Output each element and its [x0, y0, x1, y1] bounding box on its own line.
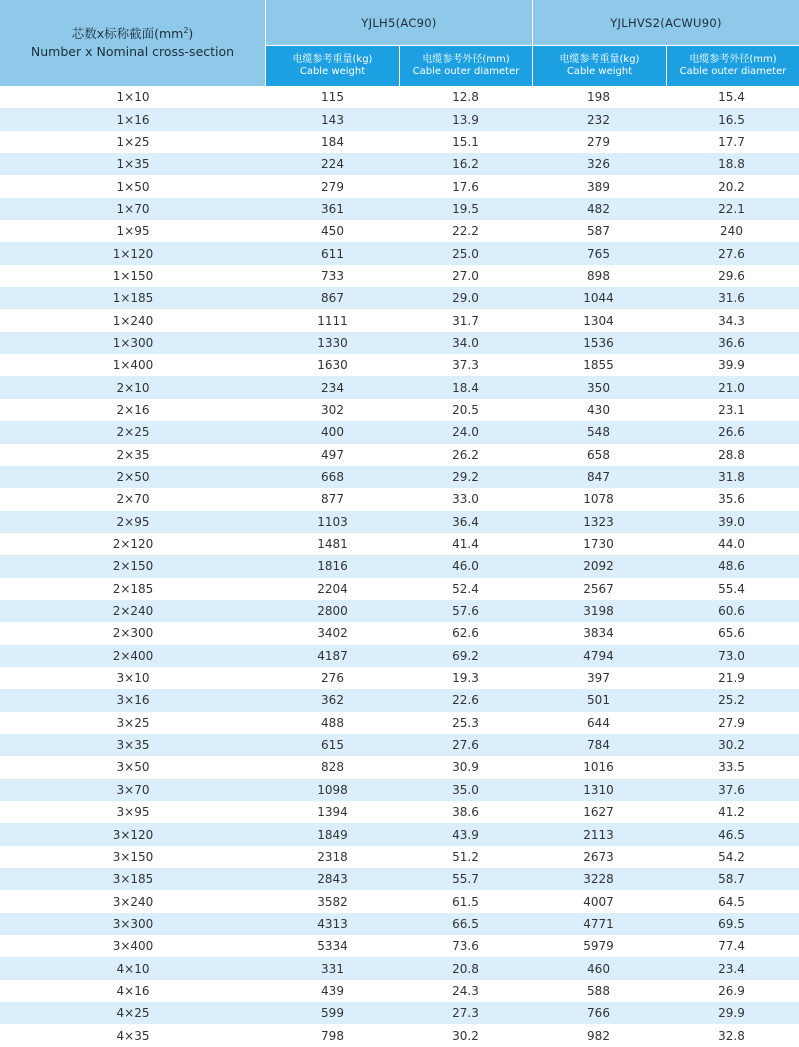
value-cell: 5979 — [583, 939, 614, 954]
value-cell: 27.9 — [718, 715, 745, 730]
value-cell: 2113 — [583, 827, 614, 842]
value-cell: 58.7 — [718, 872, 745, 887]
value-cell: 64.5 — [718, 894, 745, 909]
value-cell: 460 — [587, 961, 610, 976]
value-cell: 1394 — [317, 805, 348, 820]
value-cell: 143 — [321, 112, 344, 127]
value-cell: 501 — [587, 693, 610, 708]
value-cell: 1849 — [317, 827, 348, 842]
spec-cell: 3×10 — [116, 671, 150, 686]
subheader-outer-diameter: 电缆参考外径(mm) Cable outer diameter — [399, 46, 532, 86]
table-row — [0, 309, 799, 331]
value-cell: 41.4 — [452, 537, 479, 552]
value-cell: 31.7 — [452, 313, 479, 328]
table-body — [0, 86, 799, 1047]
value-cell: 1855 — [583, 358, 614, 373]
value-cell: 73.6 — [452, 939, 479, 954]
value-cell: 26.2 — [452, 447, 479, 462]
table-row — [0, 846, 799, 868]
spec-cell: 3×300 — [112, 916, 154, 931]
value-cell: 1816 — [317, 559, 348, 574]
value-cell: 20.2 — [718, 179, 745, 194]
value-cell: 52.4 — [452, 581, 479, 596]
value-cell: 4007 — [583, 894, 614, 909]
value-cell: 31.8 — [718, 470, 745, 485]
value-cell: 41.2 — [718, 805, 745, 820]
value-cell: 55.7 — [452, 872, 479, 887]
value-cell: 2673 — [583, 849, 614, 864]
value-cell: 4794 — [583, 648, 614, 663]
value-cell: 198 — [587, 90, 610, 105]
spec-cell: 1×25 — [116, 134, 150, 149]
table-row — [0, 265, 799, 287]
value-cell: 28.8 — [718, 447, 745, 462]
group-title: YJLHVS2(ACWU90) — [533, 0, 799, 46]
spec-cell: 4×25 — [116, 1006, 150, 1021]
table-row — [0, 511, 799, 533]
table-row — [0, 444, 799, 466]
value-cell: 48.6 — [718, 559, 745, 574]
value-cell: 27.0 — [452, 268, 479, 283]
spec-cell: 2×150 — [112, 559, 154, 574]
spec-cell: 2×185 — [112, 581, 154, 596]
value-cell: 18.4 — [452, 380, 479, 395]
value-cell: 828 — [321, 760, 344, 775]
table-row — [0, 890, 799, 912]
spec-cell: 2×240 — [112, 604, 154, 619]
spec-cell: 3×50 — [116, 760, 150, 775]
value-cell: 33.5 — [718, 760, 745, 775]
table-row — [0, 108, 799, 130]
spec-cell: 3×150 — [112, 849, 154, 864]
value-cell: 1330 — [317, 335, 348, 350]
value-cell: 26.9 — [718, 983, 745, 998]
spec-cell: 3×240 — [112, 894, 154, 909]
value-cell: 4771 — [583, 916, 614, 931]
value-cell: 2567 — [583, 581, 614, 596]
group-yjlh5 — [266, 0, 532, 86]
value-cell: 184 — [321, 134, 344, 149]
value-cell: 30.9 — [452, 760, 479, 775]
value-cell: 115 — [321, 90, 344, 105]
value-cell: 21.9 — [718, 671, 745, 686]
spec-cell: 2×50 — [116, 470, 150, 485]
spec-cell: 2×400 — [112, 648, 154, 663]
table-row — [0, 399, 799, 421]
table-row — [0, 533, 799, 555]
spec-cell: 2×25 — [116, 425, 150, 440]
value-cell: 27.6 — [718, 246, 745, 261]
value-cell: 389 — [587, 179, 610, 194]
value-cell: 18.8 — [718, 157, 745, 172]
value-cell: 2843 — [317, 872, 348, 887]
value-cell: 4187 — [317, 648, 348, 663]
value-cell: 1310 — [583, 782, 614, 797]
spec-cell: 3×70 — [116, 782, 150, 797]
table-row — [0, 287, 799, 309]
value-cell: 66.5 — [452, 916, 479, 931]
value-cell: 60.6 — [718, 604, 745, 619]
value-cell: 31.6 — [718, 291, 745, 306]
value-cell: 23.4 — [718, 961, 745, 976]
value-cell: 3582 — [317, 894, 348, 909]
table-row — [0, 1024, 799, 1046]
value-cell: 1730 — [583, 537, 614, 552]
value-cell: 4313 — [317, 916, 348, 931]
value-cell: 24.0 — [452, 425, 479, 440]
table-row — [0, 220, 799, 242]
value-cell: 644 — [587, 715, 610, 730]
value-cell: 240 — [720, 224, 743, 239]
value-cell: 61.5 — [452, 894, 479, 909]
table-row — [0, 376, 799, 398]
value-cell: 27.3 — [452, 1006, 479, 1021]
table-row — [0, 421, 799, 443]
spec-cell: 2×35 — [116, 447, 150, 462]
spec-cell: 1×150 — [112, 268, 154, 283]
value-cell: 302 — [321, 402, 344, 417]
value-cell: 279 — [321, 179, 344, 194]
subheader-outer-diameter: 电缆参考外径(mm) Cable outer diameter — [666, 46, 799, 86]
value-cell: 29.0 — [452, 291, 479, 306]
value-cell: 2092 — [583, 559, 614, 574]
spec-cell: 3×95 — [116, 805, 150, 820]
value-cell: 77.4 — [718, 939, 745, 954]
table-row — [0, 801, 799, 823]
value-cell: 668 — [321, 470, 344, 485]
spec-cell: 3×120 — [112, 827, 154, 842]
value-cell: 1627 — [583, 805, 614, 820]
value-cell: 439 — [321, 983, 344, 998]
value-cell: 30.2 — [718, 738, 745, 753]
value-cell: 13.9 — [452, 112, 479, 127]
value-cell: 331 — [321, 961, 344, 976]
spec-cell: 3×16 — [116, 693, 150, 708]
value-cell: 232 — [587, 112, 610, 127]
value-cell: 51.2 — [452, 849, 479, 864]
table-row — [0, 734, 799, 756]
value-cell: 19.5 — [452, 201, 479, 216]
value-cell: 733 — [321, 268, 344, 283]
value-cell: 1323 — [583, 514, 614, 529]
spec-cell: 4×10 — [116, 961, 150, 976]
value-cell: 3402 — [317, 626, 348, 641]
value-cell: 62.6 — [452, 626, 479, 641]
value-cell: 326 — [587, 157, 610, 172]
value-cell: 615 — [321, 738, 344, 753]
table-row — [0, 622, 799, 644]
value-cell: 766 — [587, 1006, 610, 1021]
value-cell: 37.6 — [718, 782, 745, 797]
table-row — [0, 913, 799, 935]
value-cell: 27.6 — [452, 738, 479, 753]
table-row — [0, 578, 799, 600]
value-cell: 36.6 — [718, 335, 745, 350]
value-cell: 1630 — [317, 358, 348, 373]
value-cell: 224 — [321, 157, 344, 172]
value-cell: 276 — [321, 671, 344, 686]
value-cell: 34.3 — [718, 313, 745, 328]
value-cell: 234 — [321, 380, 344, 395]
value-cell: 43.9 — [452, 827, 479, 842]
value-cell: 397 — [587, 671, 610, 686]
table-row — [0, 1002, 799, 1024]
spec-cell: 2×300 — [112, 626, 154, 641]
value-cell: 17.6 — [452, 179, 479, 194]
value-cell: 658 — [587, 447, 610, 462]
value-cell: 44.0 — [718, 537, 745, 552]
table-row — [0, 980, 799, 1002]
value-cell: 482 — [587, 201, 610, 216]
table-row — [0, 466, 799, 488]
value-cell: 587 — [587, 224, 610, 239]
value-cell: 488 — [321, 715, 344, 730]
value-cell: 26.6 — [718, 425, 745, 440]
value-cell: 35.0 — [452, 782, 479, 797]
spec-cell: 1×16 — [116, 112, 150, 127]
spec-cell: 2×95 — [116, 514, 150, 529]
value-cell: 611 — [321, 246, 344, 261]
table-row — [0, 823, 799, 845]
value-cell: 982 — [587, 1028, 610, 1043]
value-cell: 361 — [321, 201, 344, 216]
table-row — [0, 153, 799, 175]
value-cell: 73.0 — [718, 648, 745, 663]
value-cell: 2204 — [317, 581, 348, 596]
table-row — [0, 645, 799, 667]
value-cell: 1111 — [317, 313, 348, 328]
value-cell: 847 — [587, 470, 610, 485]
subheader-cable-weight: 电缆参考重量(kg) Cable weight — [533, 46, 666, 86]
spec-cell: 1×50 — [116, 179, 150, 194]
spec-cell: 2×16 — [116, 402, 150, 417]
table-row — [0, 779, 799, 801]
value-cell: 57.6 — [452, 604, 479, 619]
table-row — [0, 667, 799, 689]
value-cell: 1016 — [583, 760, 614, 775]
value-cell: 1103 — [317, 514, 348, 529]
table-row — [0, 935, 799, 957]
value-cell: 69.2 — [452, 648, 479, 663]
group-yjlhvs2 — [532, 0, 799, 86]
value-cell: 32.8 — [718, 1028, 745, 1043]
value-cell: 430 — [587, 402, 610, 417]
value-cell: 33.0 — [452, 492, 479, 507]
value-cell: 450 — [321, 224, 344, 239]
spec-cell: 3×400 — [112, 939, 154, 954]
spec-cell: 1×185 — [112, 291, 154, 306]
table-row — [0, 600, 799, 622]
value-cell: 34.0 — [452, 335, 479, 350]
spec-cell: 3×35 — [116, 738, 150, 753]
spec-cell: 1×35 — [116, 157, 150, 172]
value-cell: 898 — [587, 268, 610, 283]
value-cell: 22.2 — [452, 224, 479, 239]
spec-cell: 3×185 — [112, 872, 154, 887]
value-cell: 1098 — [317, 782, 348, 797]
spec-cell: 1×10 — [116, 90, 150, 105]
value-cell: 548 — [587, 425, 610, 440]
spec-cell: 1×95 — [116, 224, 150, 239]
value-cell: 362 — [321, 693, 344, 708]
value-cell: 69.5 — [718, 916, 745, 931]
value-cell: 3228 — [583, 872, 614, 887]
table-row — [0, 354, 799, 376]
value-cell: 279 — [587, 134, 610, 149]
value-cell: 497 — [321, 447, 344, 462]
spec-cell: 1×70 — [116, 201, 150, 216]
value-cell: 350 — [587, 380, 610, 395]
table-row — [0, 712, 799, 734]
value-cell: 29.9 — [718, 1006, 745, 1021]
value-cell: 798 — [321, 1028, 344, 1043]
value-cell: 35.6 — [718, 492, 745, 507]
value-cell: 16.2 — [452, 157, 479, 172]
value-cell: 22.1 — [718, 201, 745, 216]
spec-cell: 4×16 — [116, 983, 150, 998]
value-cell: 29.6 — [718, 268, 745, 283]
group-title: YJLH5(AC90) — [266, 0, 532, 46]
value-cell: 55.4 — [718, 581, 745, 596]
spec-cell: 1×120 — [112, 246, 154, 261]
value-cell: 3834 — [583, 626, 614, 641]
value-cell: 2318 — [317, 849, 348, 864]
table-row — [0, 756, 799, 778]
value-cell: 16.5 — [718, 112, 745, 127]
spec-cell: 2×120 — [112, 537, 154, 552]
value-cell: 39.9 — [718, 358, 745, 373]
value-cell: 21.0 — [718, 380, 745, 395]
spec-title-en: Number x Nominal cross-section — [30, 44, 235, 59]
spec-cell: 3×25 — [116, 715, 150, 730]
spec-cell: 1×400 — [112, 358, 154, 373]
table-row — [0, 175, 799, 197]
table-row — [0, 868, 799, 890]
spec-cell: 2×10 — [116, 380, 150, 395]
spec-title-cn: 芯数x标称截面$(mm^2)$ — [71, 25, 194, 41]
table-row — [0, 131, 799, 153]
value-cell: 25.0 — [452, 246, 479, 261]
value-cell: 36.4 — [452, 514, 479, 529]
value-cell: 588 — [587, 983, 610, 998]
value-cell: 39.0 — [718, 514, 745, 529]
value-cell: 599 — [321, 1006, 344, 1021]
value-cell: 46.5 — [718, 827, 745, 842]
value-cell: 23.1 — [718, 402, 745, 417]
spec-cell: 4×35 — [116, 1028, 150, 1043]
value-cell: 24.3 — [452, 983, 479, 998]
value-cell: 1078 — [583, 492, 614, 507]
value-cell: 38.6 — [452, 805, 479, 820]
value-cell: 25.2 — [718, 693, 745, 708]
table-row — [0, 555, 799, 577]
value-cell: 2800 — [317, 604, 348, 619]
table-row — [0, 242, 799, 264]
value-cell: 37.3 — [452, 358, 479, 373]
value-cell: 20.8 — [452, 961, 479, 976]
table-row — [0, 198, 799, 220]
subheader-cable-weight: 电缆参考重量(kg) Cable weight — [266, 46, 399, 86]
table-row — [0, 86, 799, 108]
value-cell: 784 — [587, 738, 610, 753]
value-cell: 15.4 — [718, 90, 745, 105]
value-cell: 867 — [321, 291, 344, 306]
table-row — [0, 957, 799, 979]
value-cell: 46.0 — [452, 559, 479, 574]
value-cell: 15.1 — [452, 134, 479, 149]
value-cell: 400 — [321, 425, 344, 440]
value-cell: 17.7 — [718, 134, 745, 149]
table-header — [0, 0, 799, 86]
value-cell: 1304 — [583, 313, 614, 328]
value-cell: 25.3 — [452, 715, 479, 730]
value-cell: 765 — [587, 246, 610, 261]
value-cell: 3198 — [583, 604, 614, 619]
spec-cell: 1×240 — [112, 313, 154, 328]
value-cell: 20.5 — [452, 402, 479, 417]
spec-cell: 1×300 — [112, 335, 154, 350]
value-cell: 877 — [321, 492, 344, 507]
value-cell: 54.2 — [718, 849, 745, 864]
value-cell: 1044 — [583, 291, 614, 306]
value-cell: 19.3 — [452, 671, 479, 686]
value-cell: 29.2 — [452, 470, 479, 485]
table-row — [0, 488, 799, 510]
value-cell: 30.2 — [452, 1028, 479, 1043]
value-cell: 1536 — [583, 335, 614, 350]
table-row — [0, 332, 799, 354]
value-cell: 22.6 — [452, 693, 479, 708]
value-cell: 5334 — [317, 939, 348, 954]
value-cell: 65.6 — [718, 626, 745, 641]
value-cell: 1481 — [317, 537, 348, 552]
spec-column-header — [0, 0, 266, 86]
table-row — [0, 689, 799, 711]
value-cell: 12.8 — [452, 90, 479, 105]
spec-cell: 2×70 — [116, 492, 150, 507]
